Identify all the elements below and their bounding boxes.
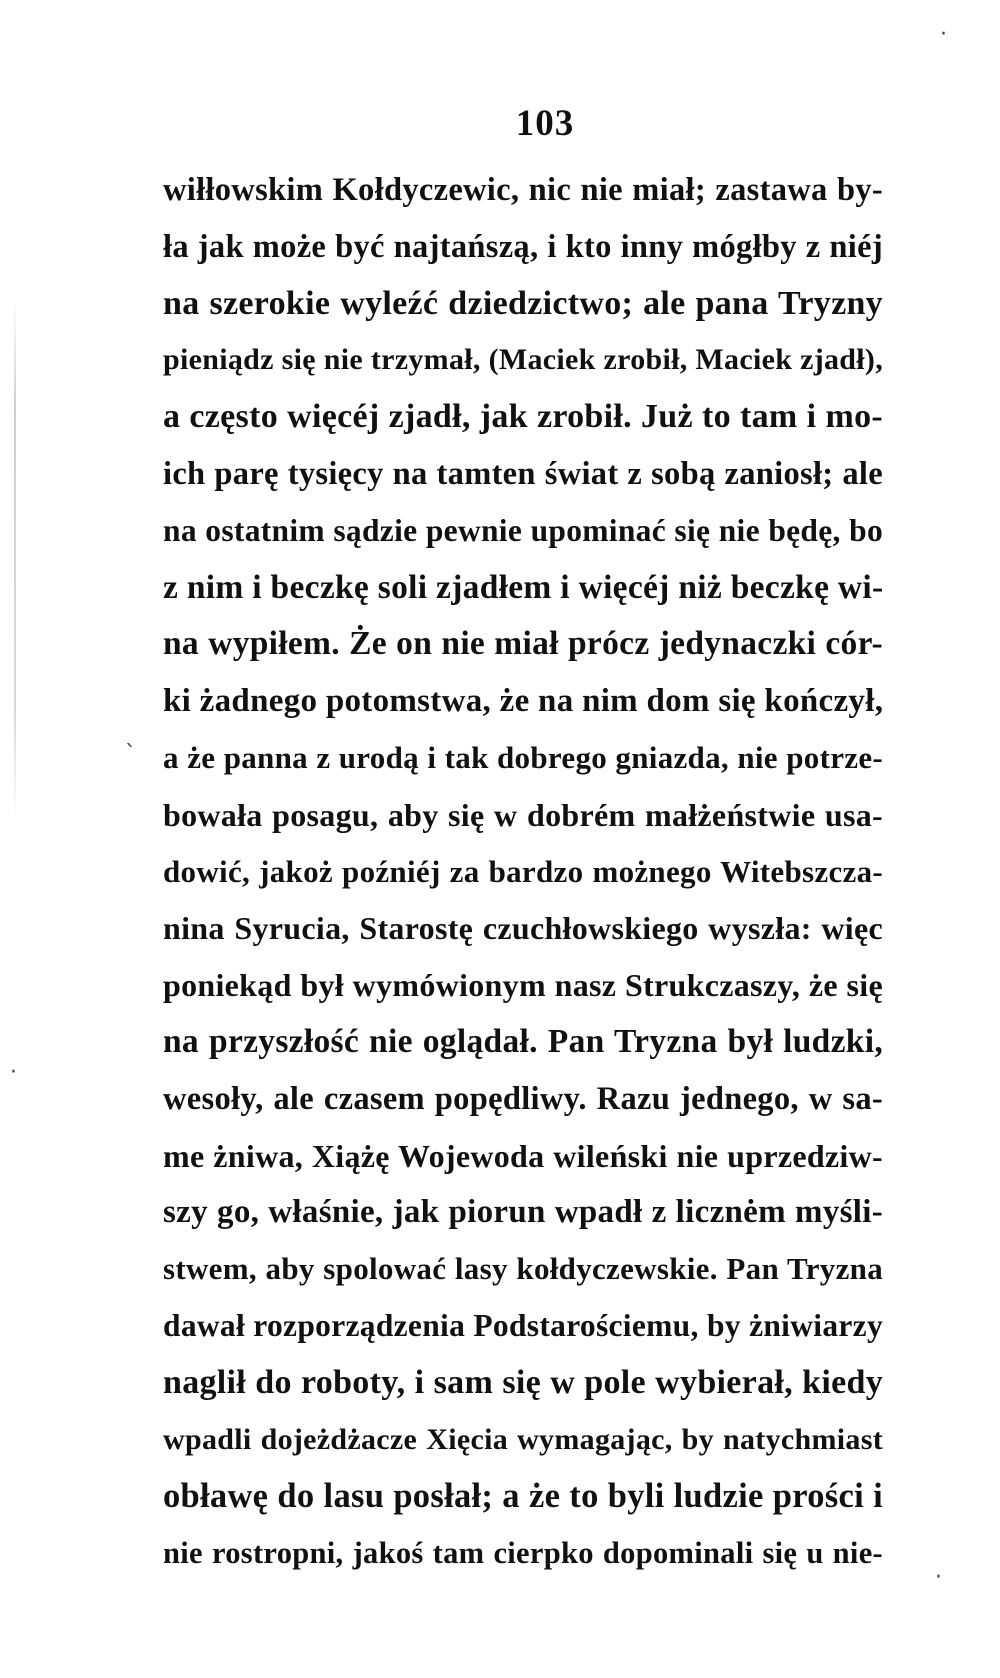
text-line: wesoły, ale czasem popędliwy. Razu jednego, w sa- [163,1080,883,1117]
margin-speck: · [10,1060,17,1085]
margin-speck: · [940,22,947,47]
text-line: ki żadnego potomstwa, że na nim dom się kończył, [163,683,884,720]
text-line: wiłłowskim Kołdyczewic, nic nie miał; zastawa by- [163,172,883,208]
text-line: na ostatnim sądzie pewnie upominać się nie będę, bo [163,512,883,548]
text-line: bowała posagu, aby się w dobrém małżeństwie usa- [163,796,883,833]
text-line: dawał rozporządzenia Podstarościemu, by żniwiarzy [163,1307,883,1343]
text-line: wpadli dojeżdżacze Xięcia wymagając, by natychmiast [163,1422,883,1456]
body-text [163,162,883,1582]
text-line: na wypiłem. Że on nie miał prócz jedynaczki cór- [163,625,883,663]
margin-speck: ` [125,742,136,767]
text-line: nie rostropni, jakoś tam cierpko dopominali się u nie- [163,1536,883,1571]
text-line: na szerokie wyleźć dziedzictwo; ale pana Tryzny [163,284,883,322]
text-line: naglił do roboty, i sam się w pole wybierał, kiedy [163,1363,883,1401]
text-line: a że panna z urodą i tak dobrego gniazda, nie potrze- [163,739,883,775]
text-line: obławę do lasu posłał; a że to byli ludzie prości i [163,1477,883,1516]
text-line: dowić, jakoż poźniéj za bardzo możnego Witebszcza- [163,853,883,889]
text-line: poniekąd był wymówionym nasz Strukczaszy, że się [163,967,883,1004]
text-line: stwem, aby spolować lasy kołdyczewskie. Pan Tryzna [163,1251,883,1287]
page-number: 103 [515,103,575,144]
text-line: szy go, właśnie, jak piorun wpadł z licznėm myśli- [163,1194,883,1231]
margin-speck: · [935,1565,942,1590]
text-line: z nim i beczkę soli zjadłem i więcéj niż beczkę wi- [163,568,884,606]
page-edge-shadow [14,300,16,820]
text-line: nina Syrucia, Starostę czuchłowskiego wyszła: więc [163,910,883,947]
text-line: ich parę tysięcy na tamten świat z sobą zaniosł; ale [163,455,883,492]
text-line: pieniądz się nie trzymał, (Maciek zrobił, Maciek zjadł), [163,343,883,377]
text-line: a często więcéj zjadł, jak zrobił. Już to tam i mo- [163,398,883,436]
text-line: me żniwa, Xiążę Wojewoda wileński nie uprzedziw- [163,1137,883,1174]
text-line: ła jak może być najtańszą, i kto inny mógłby z niéj [163,228,883,265]
text-line: na przyszłość nie oglądał. Pan Tryzna był ludzki, [163,1022,883,1060]
